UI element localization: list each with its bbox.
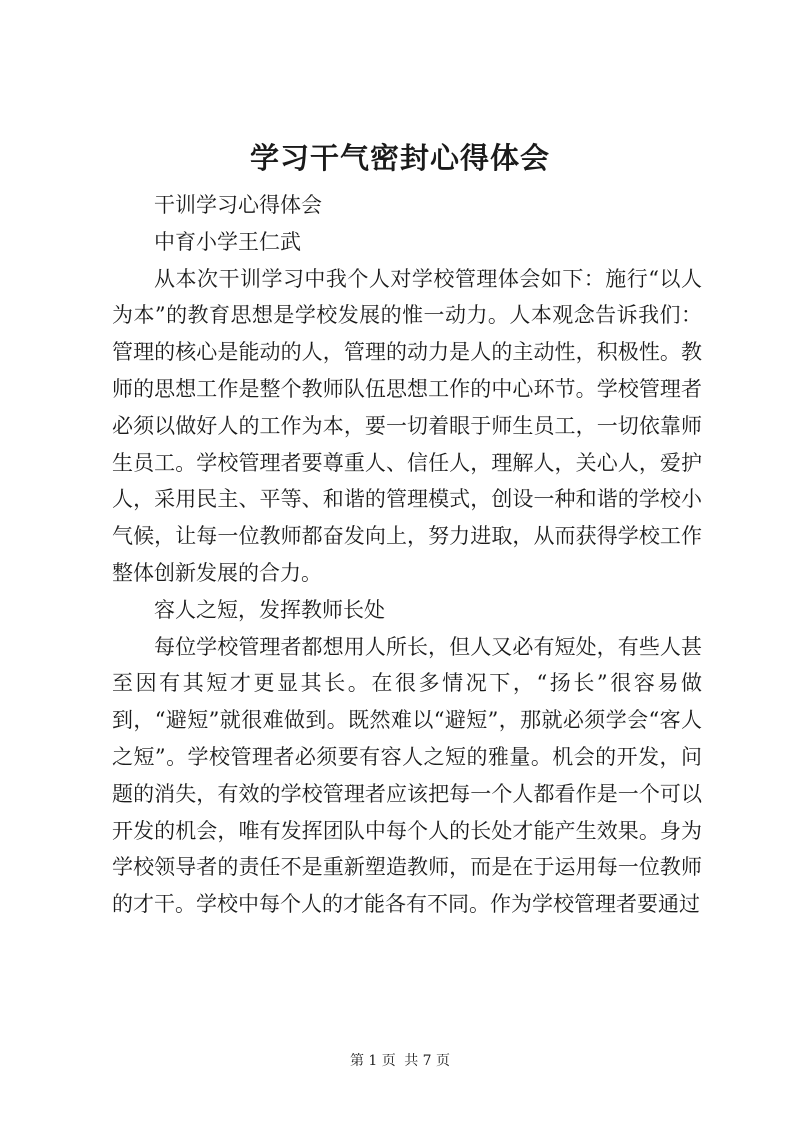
page-total: 共 7 页 [404,1053,451,1069]
page-footer [0,1051,800,1071]
subtitle-paragraph: 干训学习心得体会 [154,193,322,217]
body-paragraph: 从本次干训学习中我个人对学校管理体会如下：施行“以人为本”的教育思想是学校发展的惟一动力。人本观念告诉我们：管理的核心是能动的人，管理的动力是人的主动性，积极性。教师的思想工作是整个教师队伍思想工作的中心环节。学校管理者必须以做好人的工作为本，要一切着眼于师生员工，一切依靠师生员工。学校管理者要尊重人、信任人，理解人，关心人，爱护人，采用民主、平等、和谐的管理模式，创设一种和谐的学校小气候，让每一位教师都奋发向上，努力进取，从而获得学校工作整体创新发展的合力。 [112,266,702,585]
document-body [112,187,702,923]
body-paragraph: 每位学校管理者都想用人所长，但人又必有短处，有些人甚至因有其短才更显其长。在很多情况下，“扬长”很容易做到，“避短”就很难做到。既然难以“避短”，那就必须学会“客人之短”。学校管理者必须要有容人之短的雅量。机会的开发，问题的消失，有效的学校管理者应该把每一个人都看作是一个可以开发的机会，唯有发挥团队中每个人的长处才能产生效果。身为学校领导者的责任不是重新塑造教师，而是在于运用每一位教师的才干。学校中每个人的才能各有不同。作为学校管理者要通过 [112,634,702,917]
document-title: 学习干气密封心得体会 [249,141,550,175]
author-paragraph: 中育小学王仁武 [154,229,301,254]
page-number: 第 1 页 [349,1053,396,1069]
section-heading-paragraph: 容人之短，发挥教师长处 [154,597,385,622]
